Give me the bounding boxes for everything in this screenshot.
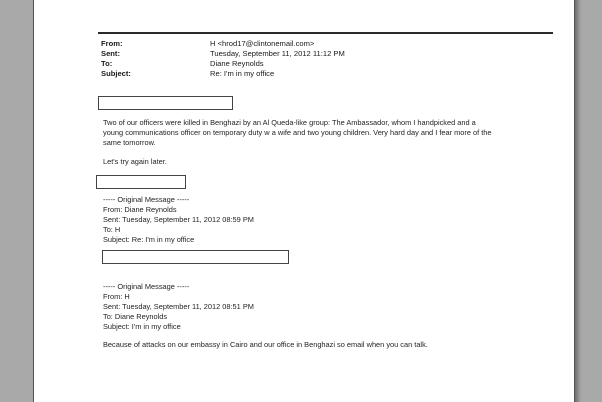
sent-value: Tuesday, September 11, 2012 11:12 PM — [210, 49, 345, 58]
original-body: Because of attacks on our embassy in Cairo and our office in Benghazi so email when you can talk. — [103, 340, 428, 349]
original-sent: Sent: Tuesday, September 11, 2012 08:59 PM — [103, 215, 254, 224]
subject-label: Subject: — [101, 69, 131, 78]
original-from: From: Diane Reynolds — [103, 205, 177, 214]
body-line-2: young communications officer on temporary duty w a wife and two young children. Very hard day and I fear more of the — [103, 128, 492, 137]
original-message-separator: ----- Original Message ----- — [103, 282, 190, 291]
from-label: From: — [101, 39, 123, 48]
subject-value: Re: I'm in my office — [210, 69, 275, 78]
closing-line: Let's try again later. — [103, 157, 167, 166]
original-to: To: H — [103, 225, 121, 234]
redaction-box — [98, 96, 233, 110]
document-page — [33, 0, 575, 402]
to-value: Diane Reynolds — [210, 59, 264, 68]
original-message-separator: ----- Original Message ----- — [103, 195, 190, 204]
body-line-1: Two of our officers were killed in Benghazi by an Al Queda-like group: The Ambassador, whom I handpicked and a — [103, 118, 476, 127]
original-subject: Subject: Re: I'm in my office — [103, 235, 195, 244]
sent-label: Sent: — [101, 49, 120, 58]
original-subject: Subject: I'm in my office — [103, 322, 181, 331]
original-sent: Sent: Tuesday, September 11, 2012 08:51 PM — [103, 302, 254, 311]
body-line-3: same tomorrow. — [103, 138, 156, 147]
redaction-box — [96, 175, 186, 189]
from-value: H <hrod17@clintonemail.com> — [210, 39, 315, 48]
original-to: To: Diane Reynolds — [103, 312, 168, 321]
to-label: To: — [101, 59, 113, 68]
header-rule — [98, 32, 553, 34]
original-from: From: H — [103, 292, 130, 301]
redaction-box — [102, 250, 289, 264]
